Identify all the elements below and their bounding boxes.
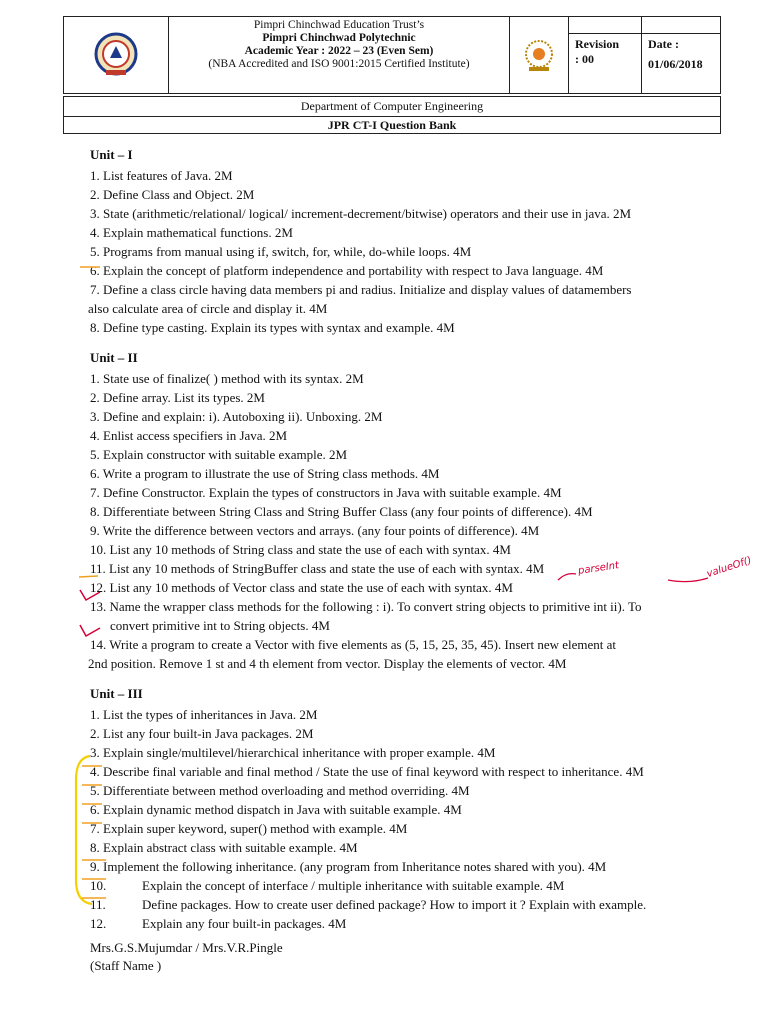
- question-item: 8. Define type casting. Explain its types with syntax and example. 4M: [90, 320, 455, 335]
- question-item: 9. Implement the following inheritance. (any program from Inheritance notes shared with you). 4M: [90, 859, 607, 874]
- question-text: Explain any four built-in packages. 4M: [142, 916, 347, 931]
- question-item: 9. Write the difference between vectors and arrays. (any four points of difference). 4M: [90, 523, 540, 538]
- revision-block: [569, 34, 641, 70]
- header-table-top: [63, 16, 721, 94]
- revision-value: : 00: [575, 52, 594, 66]
- question-item: 12. List any 10 methods of Vector class and state the use of each with syntax. 4M: [90, 580, 513, 595]
- date-block: [642, 34, 720, 75]
- question-text: Explain the concept of interface / multiple inheritance with suitable example. 4M: [142, 878, 565, 893]
- question-item: 8. Explain abstract class with suitable example. 4M: [90, 840, 358, 855]
- question-item: 13. Name the wrapper class methods for the following : i). To convert string objects to primitive int ii). To: [90, 599, 642, 614]
- question-item: 5. Explain constructor with suitable example. 2M: [90, 447, 348, 462]
- question-item: [90, 914, 740, 933]
- question-item: 4. Explain mathematical functions. 2M: [90, 225, 293, 240]
- question-item: [90, 876, 740, 895]
- question-item: 3. State (arithmetic/relational/ logical/ increment-decrement/bitwise) operators and their use in java. 2M: [90, 206, 632, 221]
- question-item: 2. List any four built-in Java packages. 2M: [90, 726, 314, 741]
- question-item: 8. Differentiate between String Class and String Buffer Class (any four points of difference). 4M: [90, 504, 593, 519]
- revision-cell: [569, 17, 642, 93]
- question-item-continued: convert primitive int to String objects. 4M: [110, 618, 330, 633]
- trust-emblem-icon: [519, 38, 559, 72]
- question-item: 6. Explain the concept of platform independence and portability with respect to Java language. 4M: [90, 263, 604, 278]
- question-item: 4. Enlist access specifiers in Java. 2M: [90, 428, 288, 443]
- question-item: 3. Explain single/multilevel/hierarchical inheritance with proper example. 4M: [90, 745, 496, 760]
- unit-section: [90, 683, 740, 933]
- date-value: 01/06/2018: [648, 57, 703, 71]
- question-item: 1. List the types of inheritances in Java. 2M: [90, 707, 318, 722]
- emblem-cell: [510, 17, 569, 93]
- question-item: 1. State use of finalize( ) method with its syntax. 2M: [90, 371, 364, 386]
- question-item: 14. Write a program to create a Vector with five elements as (5, 15, 25, 35, 45). Insert new element at: [90, 637, 617, 652]
- question-item: also calculate area of circle and display it. 4M: [88, 301, 328, 316]
- trust-name: Pimpri Chinchwad Education Trust’s: [253, 19, 425, 31]
- question-item: [90, 895, 740, 914]
- question-item: 1. List features of Java. 2M: [90, 168, 233, 183]
- question-number: 10.: [90, 878, 107, 893]
- document-header: [63, 16, 721, 134]
- question-item: 4. Describe final variable and final method / State the use of final keyword with respect to inheritance. 4M: [90, 764, 644, 779]
- question-item: 10. List any 10 methods of String class and state the use of each with syntax. 4M: [90, 542, 511, 557]
- college-logo-icon: [92, 32, 140, 78]
- note-valueof: valueOf(): [705, 555, 754, 580]
- department-name: Department of Computer Engineering: [63, 96, 721, 117]
- question-number: 11.: [90, 897, 106, 912]
- spacer: [90, 337, 740, 343]
- question-item: 2. Define array. List its types. 2M: [90, 390, 265, 405]
- question-item: 11. List any 10 methods of StringBuffer class and state the use of each with syntax. 4M: [90, 561, 545, 576]
- question-item: 6. Explain dynamic method dispatch in Java with suitable example. 4M: [90, 802, 462, 817]
- document-title: JPR CT-I Question Bank: [63, 117, 721, 134]
- unit-title: Unit – II: [90, 350, 138, 365]
- logo-cell: [64, 17, 169, 93]
- staff-names: Mrs.G.S.Mujumdar / Mrs.V.R.Pingle: [90, 940, 283, 955]
- question-item: 6. Write a program to illustrate the use of String class methods. 4M: [90, 466, 440, 481]
- question-item: 2. Define Class and Object. 2M: [90, 187, 255, 202]
- staff-label: (Staff Name ): [90, 958, 162, 973]
- question-item: 7. Define Constructor. Explain the types of constructors in Java with suitable example. 4M: [90, 485, 562, 500]
- question-item: 5. Differentiate between method overloading and method overriding. 4M: [90, 783, 470, 798]
- academic-year: Academic Year : 2022 – 23 (Even Sem): [244, 45, 434, 57]
- revision-label: Revision: [575, 37, 620, 51]
- question-item: 7. Define a class circle having data members pi and radius. Initialize and display values of datamembers: [90, 282, 632, 297]
- unit-section: [90, 144, 740, 337]
- note-parseint: parseInt: [577, 560, 620, 577]
- accreditation: (NBA Accredited and ISO 9001:2015 Certified Institute): [208, 58, 470, 70]
- date-cell-top: [642, 17, 720, 34]
- question-item: 5. Programs from manual using if, switch, for, while, do-while loops. 4M: [90, 244, 472, 259]
- unit-section: [90, 347, 740, 673]
- staff-signature-block: [90, 939, 283, 975]
- institute-name: Pimpri Chinchwad Polytechnic: [262, 32, 416, 44]
- question-item: 3. Define and explain: i). Autoboxing ii). Unboxing. 2M: [90, 409, 383, 424]
- date-cell: [642, 17, 720, 93]
- question-item-continued: 2nd position. Remove 1 st and 4 th element from vector. Display the elements of vector. 4M: [88, 656, 567, 671]
- institute-title-cell: [169, 17, 510, 93]
- question-item: 7. Explain super keyword, super() method with example. 4M: [90, 821, 408, 836]
- question-number: 12.: [90, 916, 107, 931]
- question-text: Define packages. How to create user defined package? How to import it ? Explain with example.: [142, 897, 647, 912]
- date-label: Date :: [648, 37, 679, 51]
- spacer: [90, 673, 740, 679]
- unit-title: Unit – III: [90, 686, 143, 701]
- unit-title: Unit – I: [90, 147, 133, 162]
- question-bank: [90, 144, 740, 933]
- revision-cell-top: [569, 17, 641, 34]
